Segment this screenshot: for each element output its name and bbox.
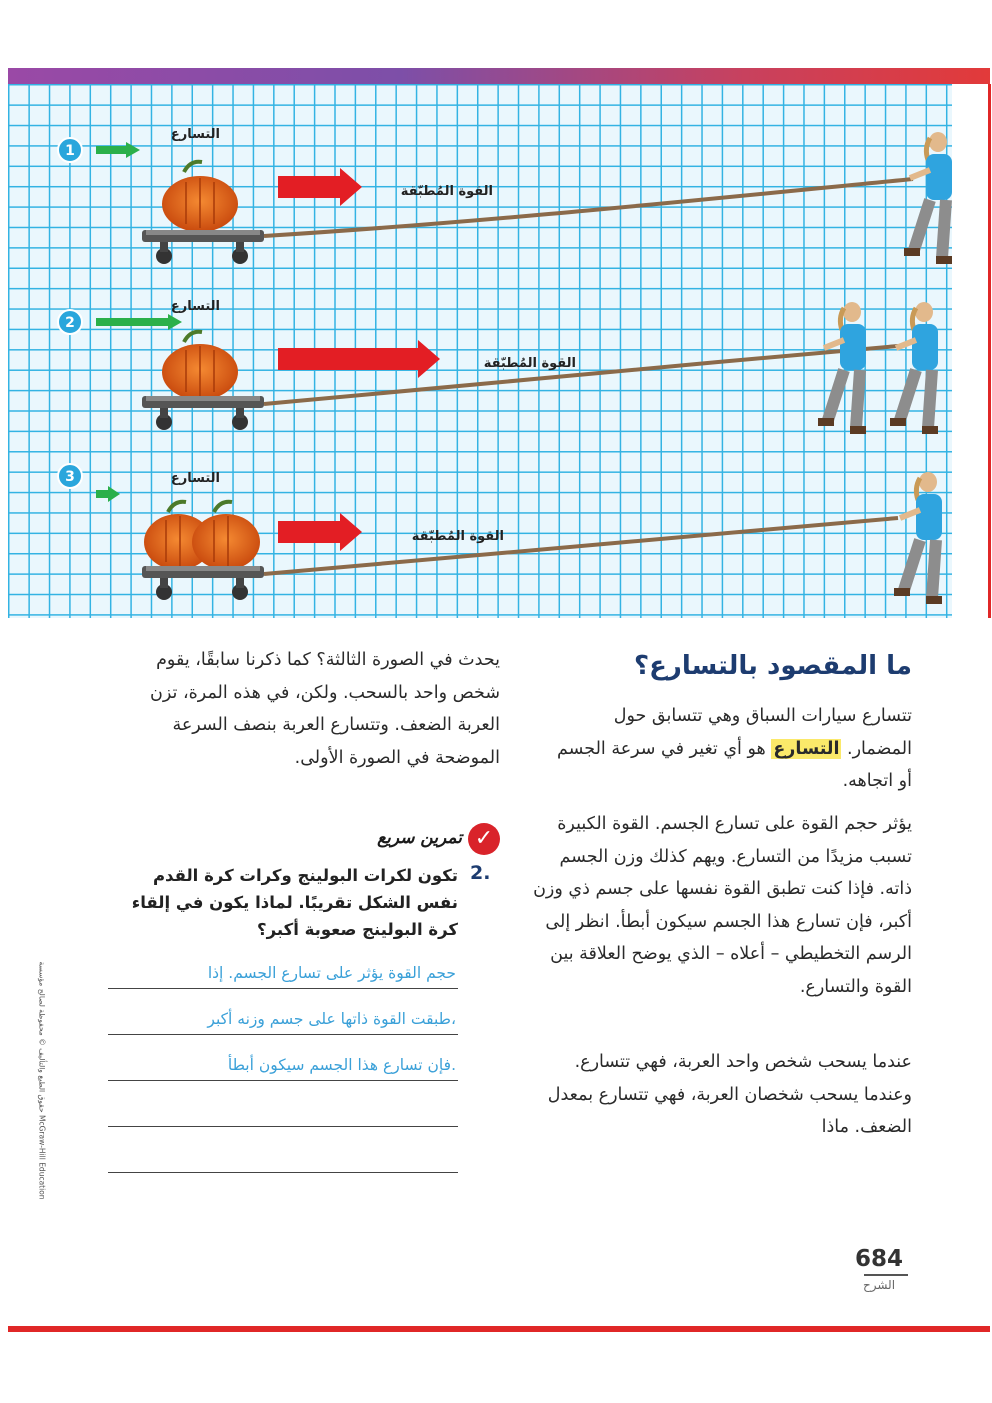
pumpkin-cart [142,332,264,430]
paragraph-cart-example: عندما يسحب شخص واحد العربة، فهي تتسارع. وعندما يسحب شخصان العربة، فهي تتسارع بمعدل الضعف. ماذا [547,1052,912,1137]
force-acceleration-figure [8,84,952,618]
pumpkin-cart [142,502,264,600]
paragraph-third-picture: يحدث في الصورة الثالثة؟ كما ذكرنا سابقًا، يقوم شخص واحد بالسحب. ولكن، في هذه المرة، تزن العربة الضعف. وتتسارع العربة بنصف السرعة الموضحة في الصورة الأولى. [150,650,500,768]
highlighted-term: التسارع [773,738,840,759]
person-pulling [904,132,952,264]
applied-force-arrow [278,513,362,551]
check-icon: ✓ [468,823,500,855]
paragraph-text: تتسارع سيارات السباق وهي تتسابق حول المضمار. [613,706,912,759]
page-number: 684 [854,1246,903,1272]
panel-2 [58,299,938,434]
answer-text: فإن تسارع هذا الجسم سيكون أبطأ. [227,1056,456,1074]
bottom-red-bar [8,1326,990,1332]
acceleration-label: التسارع [170,127,220,142]
top-color-bar [8,68,990,84]
answer-line-5[interactable] [108,1126,458,1173]
applied-force-label: القوة المُطبّقة [400,184,493,199]
panel-number: 3 [65,469,75,485]
paragraph-acceleration-definition [554,700,912,798]
rope [264,518,898,574]
copyright-credit: حقوق الطبع والتأليف © محفوظة لصالح مؤسسة McGraw-Hill Education [37,961,47,1200]
right-margin-line [988,84,991,618]
pumpkin-cart [142,162,264,264]
acceleration-label: التسارع [170,471,220,486]
panel-number: 2 [65,315,75,331]
quick-check-header [340,823,500,857]
answer-line-1[interactable] [108,942,458,989]
acceleration-arrow [96,314,182,330]
question-text: تكون لكرات البولينج وكرات كرة القدم نفس الشكل تقريبًا. لماذا يكون في إلقاء كرة البولينج صعوبة أكبر؟ [131,866,458,939]
person-pulling [818,302,866,434]
answer-line-3[interactable] [108,1034,458,1081]
quick-check-title: تمرين سريع [377,828,462,848]
answer-line-2[interactable] [108,988,458,1035]
page-label: الشرح [862,1278,896,1292]
panel-3 [58,464,942,604]
acceleration-arrow [96,486,120,502]
answer-line-4[interactable] [108,1080,458,1127]
person-pulling [890,302,938,434]
applied-force-arrow [278,340,440,378]
applied-force-arrow [278,168,362,206]
panel-1 [58,127,952,264]
applied-force-label: القوة المُطبّقة [411,529,504,544]
paragraph-text: هو أي تغير في سرعة الجسم أو اتجاهه. [557,738,912,791]
answer-text: طبقت القوة ذاتها على جسم وزنه أكبر، [207,1010,456,1028]
section-heading: ما المقصود بالتسارع؟ [634,651,912,681]
answer-text: حجم القوة يؤثر على تسارع الجسم. إذا [207,964,456,982]
panel-number: 1 [65,143,75,159]
paragraph-force-mass: يؤثر حجم القوة على تسارع الجسم. القوة الكبيرة تسبب مزيدًا من التسارع. ويهم كذلك وزن الجسم ذاته. فإذا كنت تطبق القوة نفسها على جسم ذي وزن أكبر، فإن تسارع هذا الجسم سيكون أبطأ. انظر إلى الرسم التخطيطي – أعلاه – الذي يوضح العلاقة بين القوة والتسارع. [533,814,912,997]
acceleration-label: التسارع [170,299,220,314]
acceleration-arrow [96,142,140,158]
applied-force-label: القوة المُطبّقة [483,356,576,371]
person-pulling [894,472,942,604]
question-number: 2. [470,862,491,884]
page-number-rule [864,1274,908,1276]
